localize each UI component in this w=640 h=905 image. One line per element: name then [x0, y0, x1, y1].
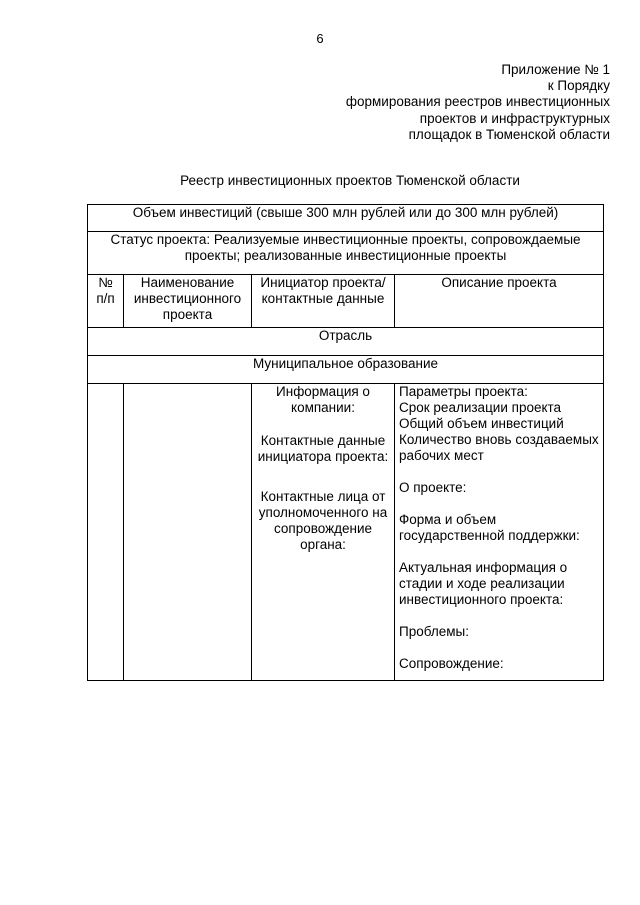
problems-label: Проблемы: [399, 624, 469, 639]
project-status-cell: Статус проекта: Реализуемые инвестиционные проекты, сопровождаемые проекты; реализованные инвестиционные проекты [88, 232, 604, 275]
document-title: Реестр инвестиционных проектов Тюменской области [180, 173, 520, 188]
page-number: 6 [316, 31, 324, 46]
appendix-line: Приложение № 1 [501, 62, 610, 77]
company-info-label: Информация о компании: [276, 384, 370, 415]
project-content-row [88, 384, 604, 681]
municipality-row [88, 356, 604, 384]
num-cell [88, 384, 124, 681]
current-info-label: Актуальная информация о стадии и ходе реализации инвестиционного проекта: [399, 560, 568, 607]
contact-data-label: Контактные данные инициатора проекта: [257, 433, 389, 464]
column-header-row [88, 275, 604, 328]
name-cell [124, 384, 252, 681]
appendix-header [346, 62, 610, 143]
municipality-cell: Муниципальное образование [88, 356, 604, 384]
params-label: Параметры проекта: [399, 384, 528, 399]
header-num: № п/п [88, 275, 124, 328]
registry-table [87, 204, 604, 681]
header-initiator: Инициатор проекта/контактные данные [252, 275, 395, 328]
about-label: О проекте: [399, 480, 467, 495]
appendix-line: формирования реестров инвестиционных [345, 94, 610, 110]
investment-volume-cell: Объем инвестиций (свыше 300 млн рублей или до 300 млн рублей) [88, 205, 604, 232]
appendix-line: площадок в Тюменской области [408, 126, 610, 142]
contact-persons-label: Контактные лица от уполномоченного на сопровождение органа: [258, 489, 388, 552]
industry-row [88, 328, 604, 356]
jobs-label: Количество вновь создаваемых рабочих мест [399, 432, 599, 463]
industry-cell: Отрасль [88, 328, 604, 356]
support-label: Форма и объем государственной поддержки: [399, 512, 580, 543]
project-status-row [88, 232, 604, 275]
description-cell [395, 384, 604, 681]
appendix-line: к Порядку [547, 78, 610, 94]
header-name: Наименование инвестиционного проекта [124, 275, 252, 328]
appendix-line: проектов и инфраструктурных [419, 110, 610, 126]
investment-volume-row [88, 205, 604, 232]
header-description: Описание проекта [395, 275, 604, 328]
initiator-cell [252, 384, 395, 681]
total-volume-label: Общий объем инвестиций [399, 416, 564, 431]
term-label: Срок реализации проекта [399, 400, 562, 415]
accompaniment-label: Сопровождение: [399, 656, 504, 671]
